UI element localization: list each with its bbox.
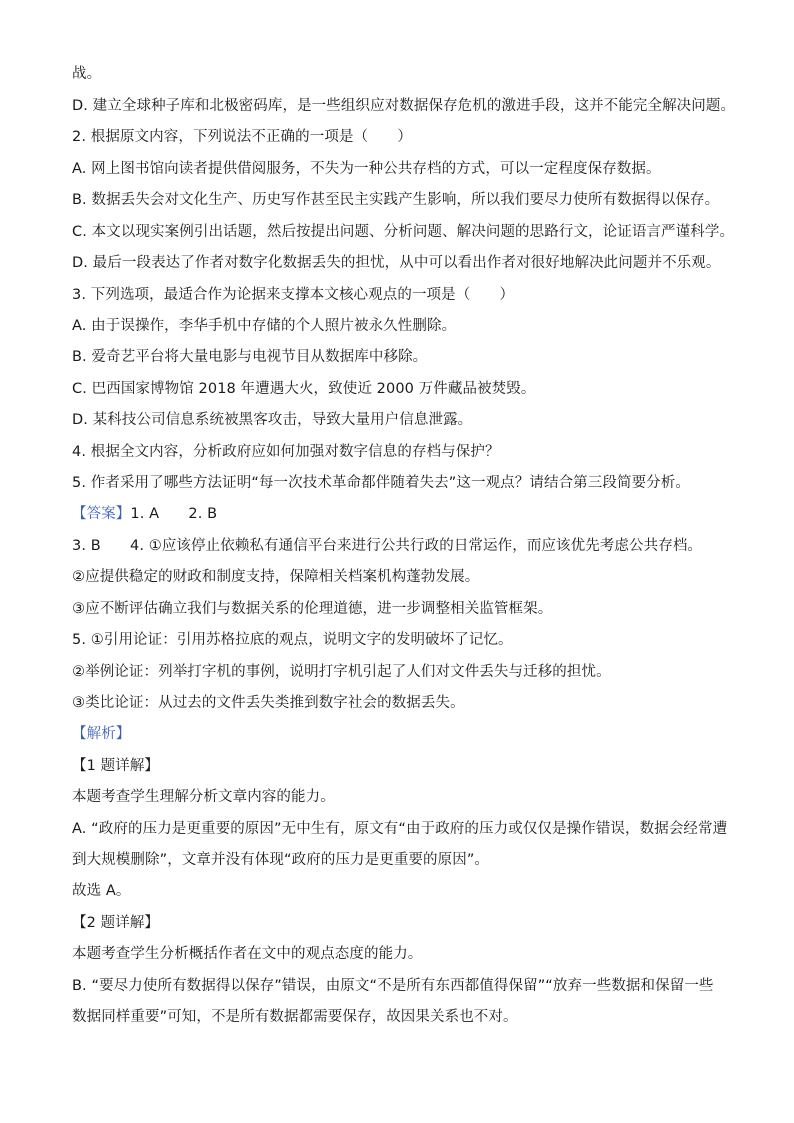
option-b: B. 爱奇艺平台将大量电影与电视节目从数据库中移除。 — [72, 349, 428, 365]
analysis-text: 本题考查学生理解分析文章内容的能力。 — [72, 789, 335, 805]
option-d: D. 某科技公司信息系统被黑客攻击，导致大量用户信息泄露。 — [72, 412, 473, 428]
analysis-heading — [72, 724, 722, 744]
option-b: B. 数据丢失会对文化生产、历史写作甚至民主实践产生影响，所以我们要尽力使所有数据得以保存。 — [72, 192, 720, 208]
question-5-stem: 5. 作者采用了哪些方法证明“每一次技术革命都伴随着失去”这一观点？请结合第三段简要分析。 — [72, 475, 690, 491]
answer-line: ③类比论证：从过去的文件丢失类推到数字社会的数据丢失。 — [72, 695, 465, 711]
question-3-stem: 3. 下列选项，最适合作为论据来支撑本文核心观点的一项是（ ） — [72, 287, 515, 303]
analysis-text: B. “要尽力使所有数据得以保存”错误，由原文“不是所有东西都值得保留”“放弃一些数据和保留一些 — [72, 978, 714, 994]
analysis-text: 数据同样重要”可知，不是所有数据都需要保存，故因果关系也不对。 — [72, 1009, 518, 1025]
analysis-tag: 【解析】 — [72, 726, 131, 742]
text-line: D. 建立全球种子库和北极密码库，是一些组织应对数据保存危机的激进手段，这并不能完全解决问题。 — [72, 98, 736, 114]
question-4-stem: 4. 根据全文内容，分析政府应如何加强对数字信息的存档与保护？ — [72, 444, 500, 460]
answer-line: 【答案】1. A 2. B — [72, 506, 218, 522]
answer-tag: 【答案】 — [72, 506, 131, 522]
analysis-text: A. “政府的压力是更重要的原因”无中生有，原文有“由于政府的压力或仅仅是操作错误，数据会经常遭 — [72, 821, 728, 837]
detail-heading: 【2 题详解】 — [72, 915, 160, 931]
option-c: C. 巴西国家博物馆 2018 年遭遇大火，致使近 2000 万件藏品被焚毁。 — [72, 381, 536, 397]
text-line: 战。 — [72, 66, 102, 82]
detail-heading: 【1 题详解】 — [72, 758, 160, 774]
question-2-stem: 2. 根据原文内容，下列说法不正确的一项是（ ） — [72, 129, 412, 145]
option-c: C. 本文以现实案例引出话题，然后按提出问题、分析问题、解决问题的思路行文，论证语言严谨科学。 — [72, 224, 735, 240]
answer-line: 3. B 4. ①应该停止依赖私有通信平台来进行公共行政的日常运作，而应该优先考虑公共存档。 — [72, 538, 703, 554]
answer-line: 5. ①引用论证：引用苏格拉底的观点，说明文字的发明破坏了记忆。 — [72, 632, 513, 648]
answer-line: ②应提供稳定的财政和制度支持，保障相关档案机构蓬勃发展。 — [72, 569, 480, 585]
analysis-text: 故选 A。 — [72, 883, 131, 899]
analysis-text: 到大规模删除”，文章并没有体现“政府的压力是更重要的原因”。 — [72, 852, 490, 868]
answer-line: ②举例论证：列举打字机的事例，说明打字机引起了人们对文件丢失与迁移的担忧。 — [72, 664, 611, 680]
answer-line: ③应不断评估确立我们与数据关系的伦理道德，进一步调整相关监管框架。 — [72, 601, 553, 617]
option-a: A. 网上图书馆向读者提供借阅服务，不失为一种公共存档的方式，可以一定程度保存数据。 — [72, 161, 661, 177]
option-d: D. 最后一段表达了作者对数字化数据丢失的担忧，从中可以看出作者对很好地解决此问题并不乐观。 — [72, 255, 721, 271]
option-a: A. 由于误操作，李华手机中存储的个人照片被永久性删除。 — [72, 318, 457, 334]
analysis-text: 本题考查学生分析概括作者在文中的观点态度的能力。 — [72, 946, 423, 962]
